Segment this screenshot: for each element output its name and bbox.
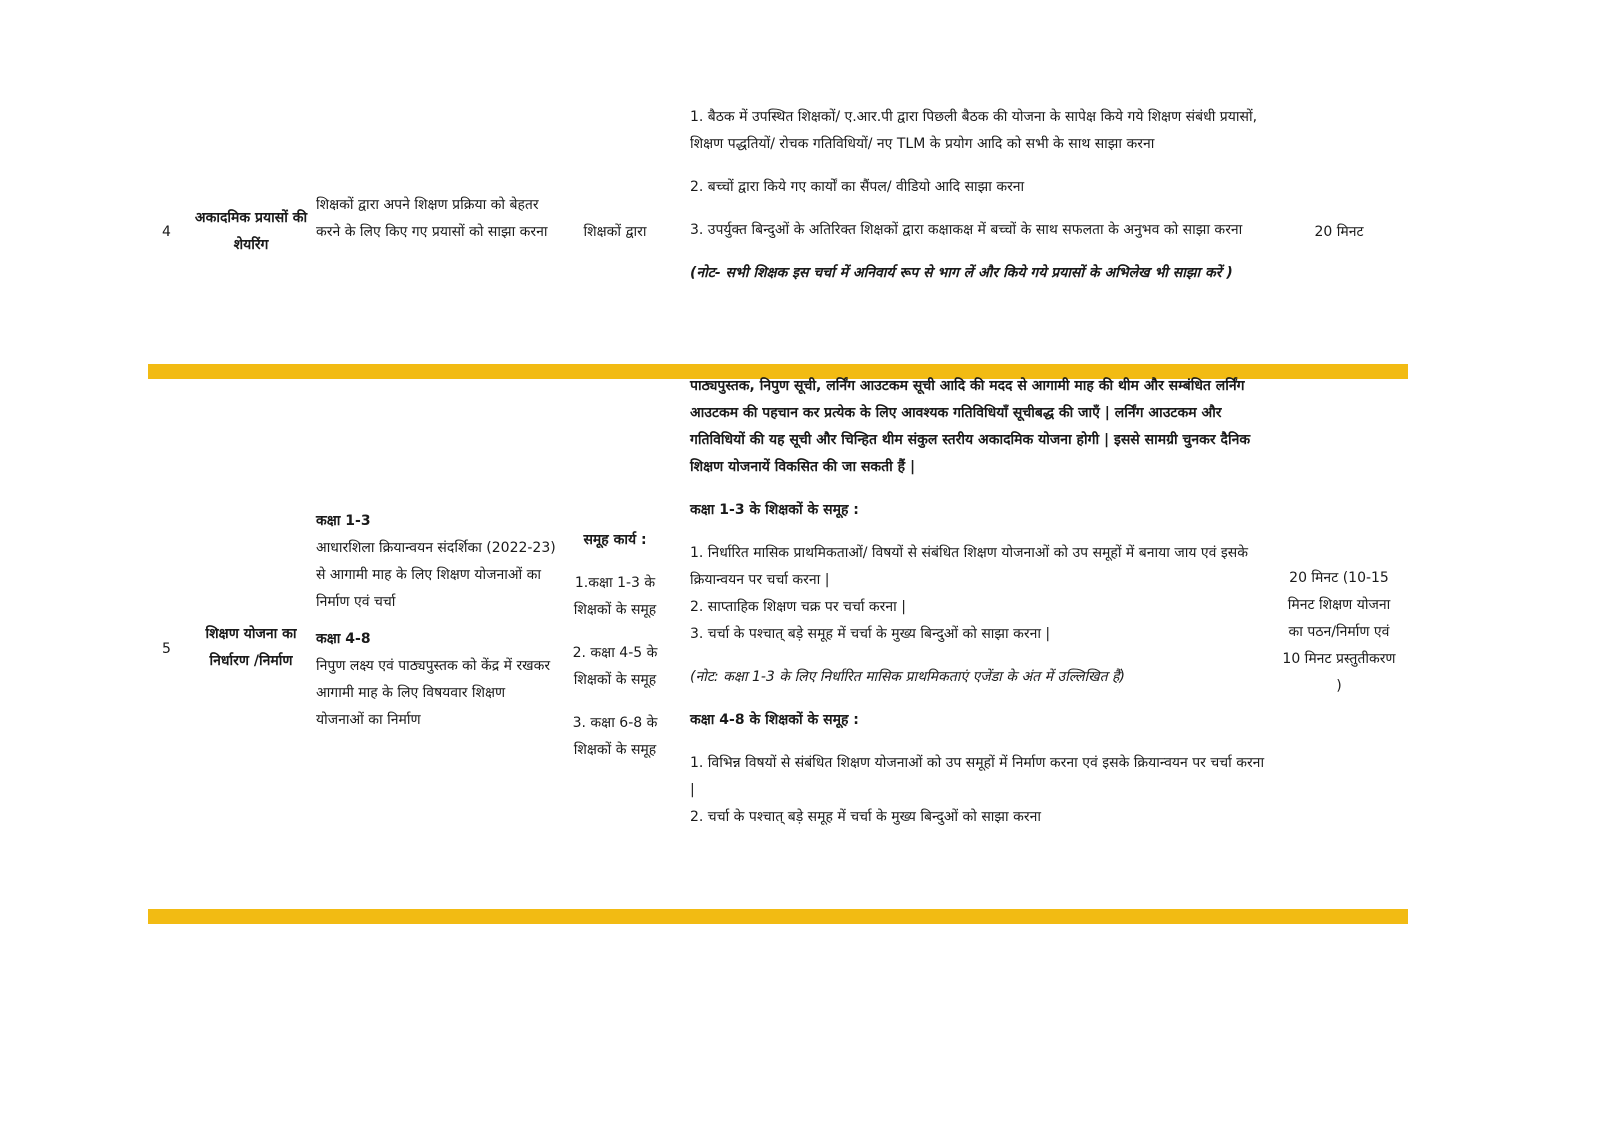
row-description xyxy=(316,508,556,734)
group-item: 2. कक्षा 4-5 के शिक्षकों के समूह xyxy=(572,645,658,688)
activity-item: 1. विभिन्न विषयों से संबंधित शिक्षण योजनाओं को उप समूहों में निर्माण करना एवं इसके क्रियान्वयन पर चर्चा करना | xyxy=(690,755,1265,798)
row-responsible: शिक्षकों द्वारा xyxy=(583,224,647,240)
row-activities xyxy=(690,373,1270,831)
activity-note: (नोट- सभी शिक्षक इस चर्चा में अनिवार्य रूप से भाग लें और किये गये प्रयासों के अभिलेख भी साझा करें ) xyxy=(690,265,1233,281)
activity-item: 2. चर्चा के पश्चात् बड़े समूह में चर्चा के मुख्य बिन्दुओं को साझा करना xyxy=(690,809,1041,825)
activity-item: 2. बच्चों द्वारा किये गए कार्यों का सैंपल/ वीडियो आदि साझा करना xyxy=(690,179,1025,195)
agenda-row-5 xyxy=(148,378,1408,891)
row-activities xyxy=(690,104,1270,287)
class-4-8-text: निपुण लक्ष्य एवं पाठ्यपुस्तक को केंद्र में रखकर आगामी माह के लिए विषयवार शिक्षण योजनाओं का निर्माण xyxy=(316,658,551,728)
row-time: 20 मिनट (10-15 मिनट शिक्षण योजना का पठन/निर्माण एवं 10 मिनट प्रस्तुतीकरण ) xyxy=(1282,570,1396,694)
row-topic: अकादमिक प्रयासों की शेयरिंग xyxy=(194,210,308,253)
activity-item: 1. बैठक में उपस्थित शिक्षकों/ ए.आर.पी द्वारा पिछली बैठक की योजना के सापेक्ष किये गये शिक्षण संबंधी प्रयासों, शिक्षण पद्धतियों/ रोचक गतिविधियों/ नए TLM के प्रयोग आदि को सभी के साथ साझा करना xyxy=(690,109,1258,152)
group-heading: समूह कार्य : xyxy=(583,532,647,548)
row-time: 20 मिनट xyxy=(1314,224,1364,240)
group-item: 1.कक्षा 1-3 के शिक्षकों के समूह xyxy=(573,575,657,618)
activity-item: 1. निर्धारित मासिक प्राथमिकताओं/ विषयों से संबंधित शिक्षण योजनाओं को उप समूहों में बनाया जाय एवं इसके क्रियान्वयन पर चर्चा करना | xyxy=(690,545,1248,588)
agenda-row-4 xyxy=(148,100,1408,362)
class-4-8-heading: कक्षा 4-8 xyxy=(316,631,371,647)
activity-item: 3. उपर्युक्त बिन्दुओं के अतिरिक्त शिक्षकों द्वारा कक्षाकक्ष में बच्चों के साथ सफलता के अनुभव को साझा करना xyxy=(690,222,1243,238)
activity-item: 2. साप्ताहिक शिक्षण चक्र पर चर्चा करना | xyxy=(690,599,906,615)
group1-heading: कक्षा 1-3 के शिक्षकों के समूह : xyxy=(690,502,859,518)
row-number: 5 xyxy=(162,641,171,657)
group2-heading: कक्षा 4-8 के शिक्षकों के समूह : xyxy=(690,712,859,728)
class-1-3-text: आधारशिला क्रियान्वयन संदर्शिका (2022-23) से आगामी माह के लिए शिक्षण योजनाओं का निर्माण एवं चर्चा xyxy=(316,540,556,610)
group1-note: (नोट: कक्षा 1-3 के लिए निर्धारित मासिक प्राथमिकताएं एजेंडा के अंत में उल्लिखित हैं) xyxy=(690,669,1125,685)
class-1-3-heading: कक्षा 1-3 xyxy=(316,513,371,529)
row-number: 4 xyxy=(162,224,171,240)
row-topic: शिक्षण योजना का निर्धारण /निर्माण xyxy=(205,626,297,669)
group-item: 3. कक्षा 6-8 के शिक्षकों के समूह xyxy=(572,715,658,758)
row-description: शिक्षकों द्वारा अपने शिक्षण प्रक्रिया को बेहतर करने के लिए किए गए प्रयासों को साझा करना xyxy=(316,197,548,240)
row-groups xyxy=(560,527,670,764)
activity-item: 3. चर्चा के पश्चात् बड़े समूह में चर्चा के मुख्य बिन्दुओं को साझा करना | xyxy=(690,626,1051,642)
activity-intro: पाठ्यपुस्तक, निपुण सूची, लर्निंग आउटकम सूची आदि की मदद से आगामी माह की थीम और सम्बंधित लर्निंग आउटकम की पहचान कर प्रत्येक के लिए आवश्यक गतिविधियाँ सूचीबद्ध की जाएँ | लर्निंग आउटकम और गतिविधियों की यह सूची और चिन्हित थीम संकुल स्तरीय अकादमिक योजना होगी | इससे सामग्री चुनकर दैनिक शिक्षण योजनायें विकसित की जा सकती हैं | xyxy=(690,378,1251,475)
divider-bar xyxy=(148,909,1408,924)
